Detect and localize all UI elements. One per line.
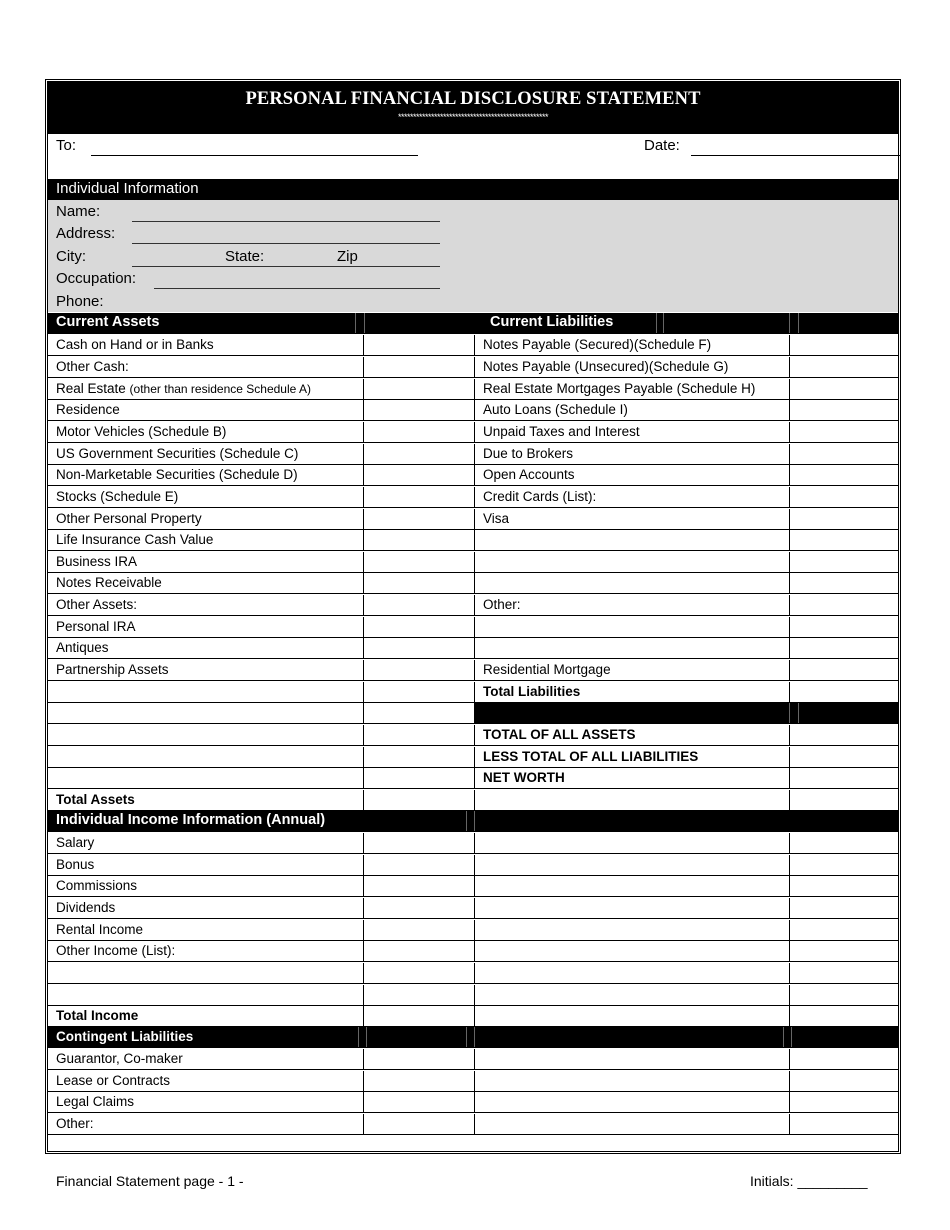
total-assets-label: Total Assets (56, 792, 135, 807)
table-row (48, 855, 898, 876)
initials-label: Initials: _________ (750, 1173, 868, 1189)
table-row (48, 552, 898, 573)
liability-label: Credit Cards (List): (483, 489, 597, 504)
liability-label: Notes Payable (Unsecured)(Schedule G) (483, 359, 729, 374)
occupation-label: Occupation: (56, 270, 137, 287)
table-row (48, 747, 898, 768)
table-row (48, 920, 898, 941)
date-label: Date: (644, 137, 680, 154)
liability-label: Open Accounts (483, 467, 575, 482)
name-field[interactable] (132, 221, 440, 222)
contingent-heading: Contingent Liabilities (56, 1029, 194, 1044)
table-row (48, 833, 898, 854)
title-band (48, 82, 898, 134)
income-label: Bonus (56, 857, 95, 872)
liability-label: Unpaid Taxes and Interest (483, 424, 640, 439)
table-row (48, 898, 898, 919)
table-row (48, 682, 898, 703)
table-row (48, 790, 898, 811)
table-row (48, 941, 898, 962)
table-row (48, 660, 898, 681)
table-row (48, 465, 898, 486)
less-total-liabilities-label: LESS TOTAL OF ALL LIABILITIES (483, 749, 699, 764)
table-row (48, 725, 898, 746)
total-all-assets-label: TOTAL OF ALL ASSETS (483, 727, 636, 742)
phone-label: Phone: (56, 293, 104, 310)
asset-label: US Government Securities (Schedule C) (56, 446, 299, 461)
individual-info-heading: Individual Information (56, 180, 199, 197)
income-label: Other Income (List): (56, 943, 176, 958)
zip-label: Zip (337, 248, 358, 265)
contingent-label: Guarantor, Co-maker (56, 1051, 183, 1066)
contingent-label: Lease or Contracts (56, 1073, 171, 1088)
table-row (48, 963, 898, 984)
table-row (48, 335, 898, 356)
table-row (48, 379, 898, 400)
liability-label: Residential Mortgage (483, 662, 611, 677)
asset-label: Motor Vehicles (Schedule B) (56, 424, 227, 439)
occupation-field[interactable] (154, 288, 440, 289)
liability-label: Notes Payable (Secured)(Schedule F) (483, 337, 712, 352)
current-liabilities-heading: Current Liabilities (490, 314, 614, 330)
liability-label: Visa (483, 511, 510, 526)
current-assets-heading: Current Assets (56, 314, 160, 330)
liability-label: Auto Loans (Schedule I) (483, 402, 628, 417)
to-label: To: (56, 137, 77, 154)
table-row (48, 1114, 898, 1135)
asset-label: Other Personal Property (56, 511, 202, 526)
form-title: PERSONAL FINANCIAL DISCLOSURE STATEMENT (245, 89, 701, 109)
table-row (48, 530, 898, 551)
asset-label: Life Insurance Cash Value (56, 532, 214, 547)
table-row (48, 1071, 898, 1092)
table-row (48, 985, 898, 1006)
table-row (48, 638, 898, 659)
total-liabilities-label: Total Liabilities (483, 684, 581, 699)
income-label: Rental Income (56, 922, 144, 937)
asset-label: Business IRA (56, 554, 138, 569)
income-label: Dividends (56, 900, 116, 915)
individual-info-header (48, 179, 898, 200)
date-field[interactable] (691, 155, 900, 156)
table-row (48, 595, 898, 616)
income-label: Commissions (56, 878, 138, 893)
table-row (48, 357, 898, 378)
asset-label: Antiques (56, 640, 109, 655)
asset-label: Partnership Assets (56, 662, 169, 677)
liability-label: Due to Brokers (483, 446, 574, 461)
net-worth-label: NET WORTH (483, 770, 565, 785)
real-estate-label: Real Estate (56, 381, 130, 396)
assets-liabilities-header (48, 313, 898, 334)
asset-label (56, 381, 311, 396)
asset-label: Personal IRA (56, 619, 136, 634)
real-estate-note: (other than residence Schedule A) (129, 382, 311, 396)
to-field[interactable] (91, 155, 418, 156)
table-row (48, 1006, 898, 1027)
liability-label: Real Estate Mortgages Payable (Schedule H) (483, 381, 756, 396)
asset-label: Residence (56, 402, 120, 417)
address-label: Address: (56, 225, 116, 242)
blackout-bar (474, 703, 898, 723)
state-label: State: (225, 248, 265, 265)
city-state-zip-field[interactable] (132, 266, 440, 267)
table-row (48, 1049, 898, 1070)
page-footer-label: Financial Statement page - 1 - (56, 1173, 244, 1189)
address-field[interactable] (132, 243, 440, 244)
income-heading: Individual Income Information (Annual) (56, 812, 326, 828)
contingent-header (48, 1027, 898, 1048)
table-row (48, 400, 898, 421)
income-header (48, 811, 898, 832)
asset-label: Other Cash: (56, 359, 129, 374)
asset-label: Cash on Hand or in Banks (56, 337, 214, 352)
title-stars: ************************************************** (397, 112, 549, 122)
individual-info-panel (48, 200, 898, 312)
city-label: City: (56, 248, 86, 265)
table-row (48, 876, 898, 897)
table-row (48, 573, 898, 594)
financial-statement-form (47, 81, 899, 1152)
table-row (48, 768, 898, 789)
asset-label: Stocks (Schedule E) (56, 489, 179, 504)
total-income-label: Total Income (56, 1008, 139, 1023)
table-row (48, 703, 898, 724)
table-row (48, 509, 898, 530)
table-row (48, 422, 898, 443)
asset-label: Notes Receivable (56, 575, 162, 590)
name-label: Name: (56, 203, 101, 220)
contingent-label: Other: (56, 1116, 94, 1131)
asset-label: Non-Marketable Securities (Schedule D) (56, 467, 298, 482)
liability-label: Other: (483, 597, 521, 612)
table-row (48, 617, 898, 638)
asset-label: Other Assets: (56, 597, 138, 612)
contingent-label: Legal Claims (56, 1094, 135, 1109)
table-row (48, 1092, 898, 1113)
table-row (48, 487, 898, 508)
income-label: Salary (56, 835, 95, 850)
table-row (48, 444, 898, 465)
